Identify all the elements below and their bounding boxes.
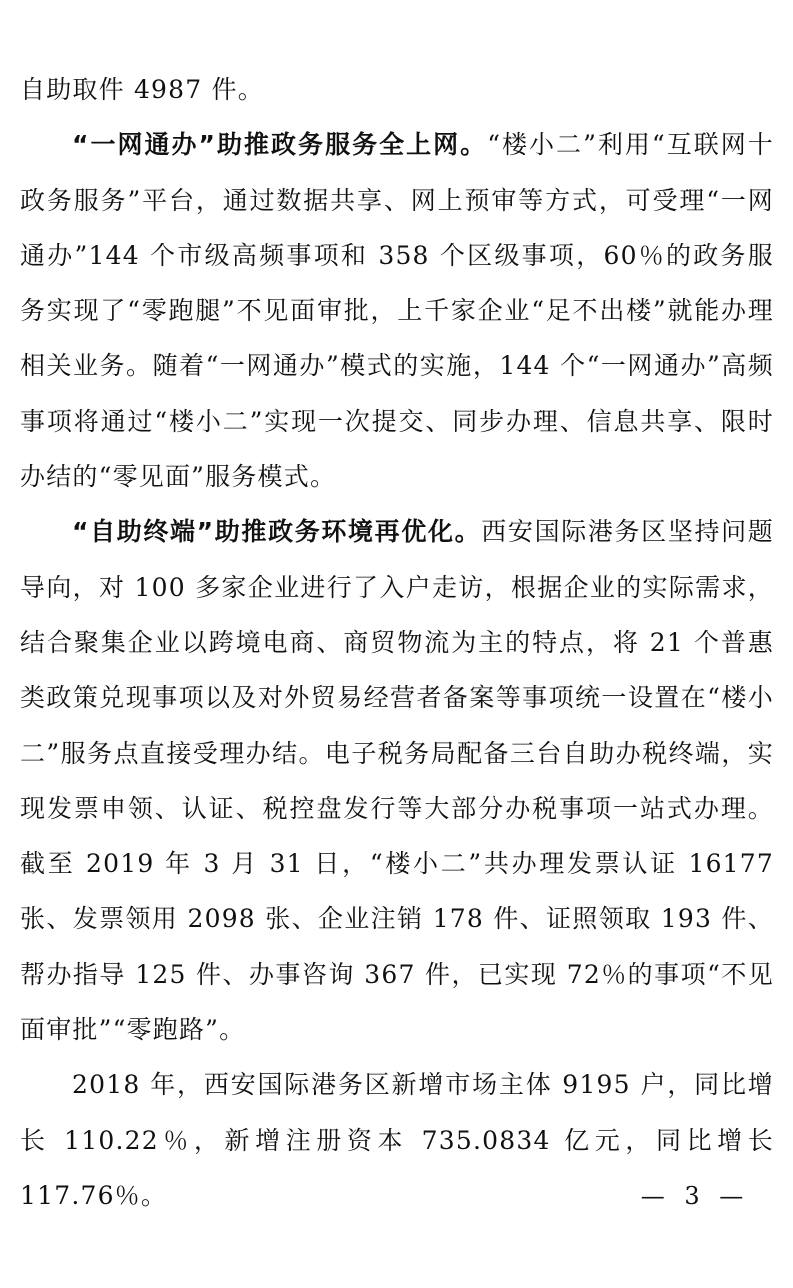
paragraph-3 [20,504,774,1057]
paragraph-3-text: 西安国际港务区坚持问题导向，对 100 多家企业进行了入户走访，根据企业的实际需求，结合聚集企业以跨境电商、商贸物流为主的特点，将 21 个普惠类政策兑现事项以及对外贸易经营者备案等事项统一设置在“楼小二”服务点直接受理办结。电子税务局配备三台自助办税终端，实现发票申领、认证、税控盘发行等大部分办税事项一站式办理。截至 2019 年 3 月 31 日，“楼小二”共办理发票认证 16177 张、发票领用 2098 张、企业注销 178 件、证照领取 193 件、帮办指导 125 件、办事咨询 367 件，已实现 72％的事项“不见面审批”“零跑路”。 [20,517,774,1045]
body-text [20,62,774,1223]
paragraph-3-lead: “自助终端”助推政务环境再优化。 [72,517,482,547]
page-number: — 3 — [640,1182,750,1210]
paragraph-2 [20,117,774,504]
paragraph-1-text: 自助取件 4987 件。 [20,75,264,104]
paragraph-4-text: 2018 年，西安国际港务区新增市场主体 9195 户，同比增长 110.22％，新增注册资本 735.0834 亿元，同比增长 117.76％。 [20,1070,774,1210]
paragraph-2-text: “楼小二”利用“互联网十政务服务”平台，通过数据共享、网上预审等方式，可受理“一网通办”144 个市级高频事项和 358 个区级事项，60％的政务服务实现了“零跑腿”不见面审批，上千家企业“足不出楼”就能办理相关业务。随着“一网通办”模式的实施，144 个“一网通办”高频事项将通过“楼小二”实现一次提交、同步办理、信息共享、限时办结的“零见面”服务模式。 [20,130,774,492]
paragraph-1 [20,62,774,117]
paragraph-2-lead: “一网通办”助推政务服务全上网。 [72,130,488,160]
